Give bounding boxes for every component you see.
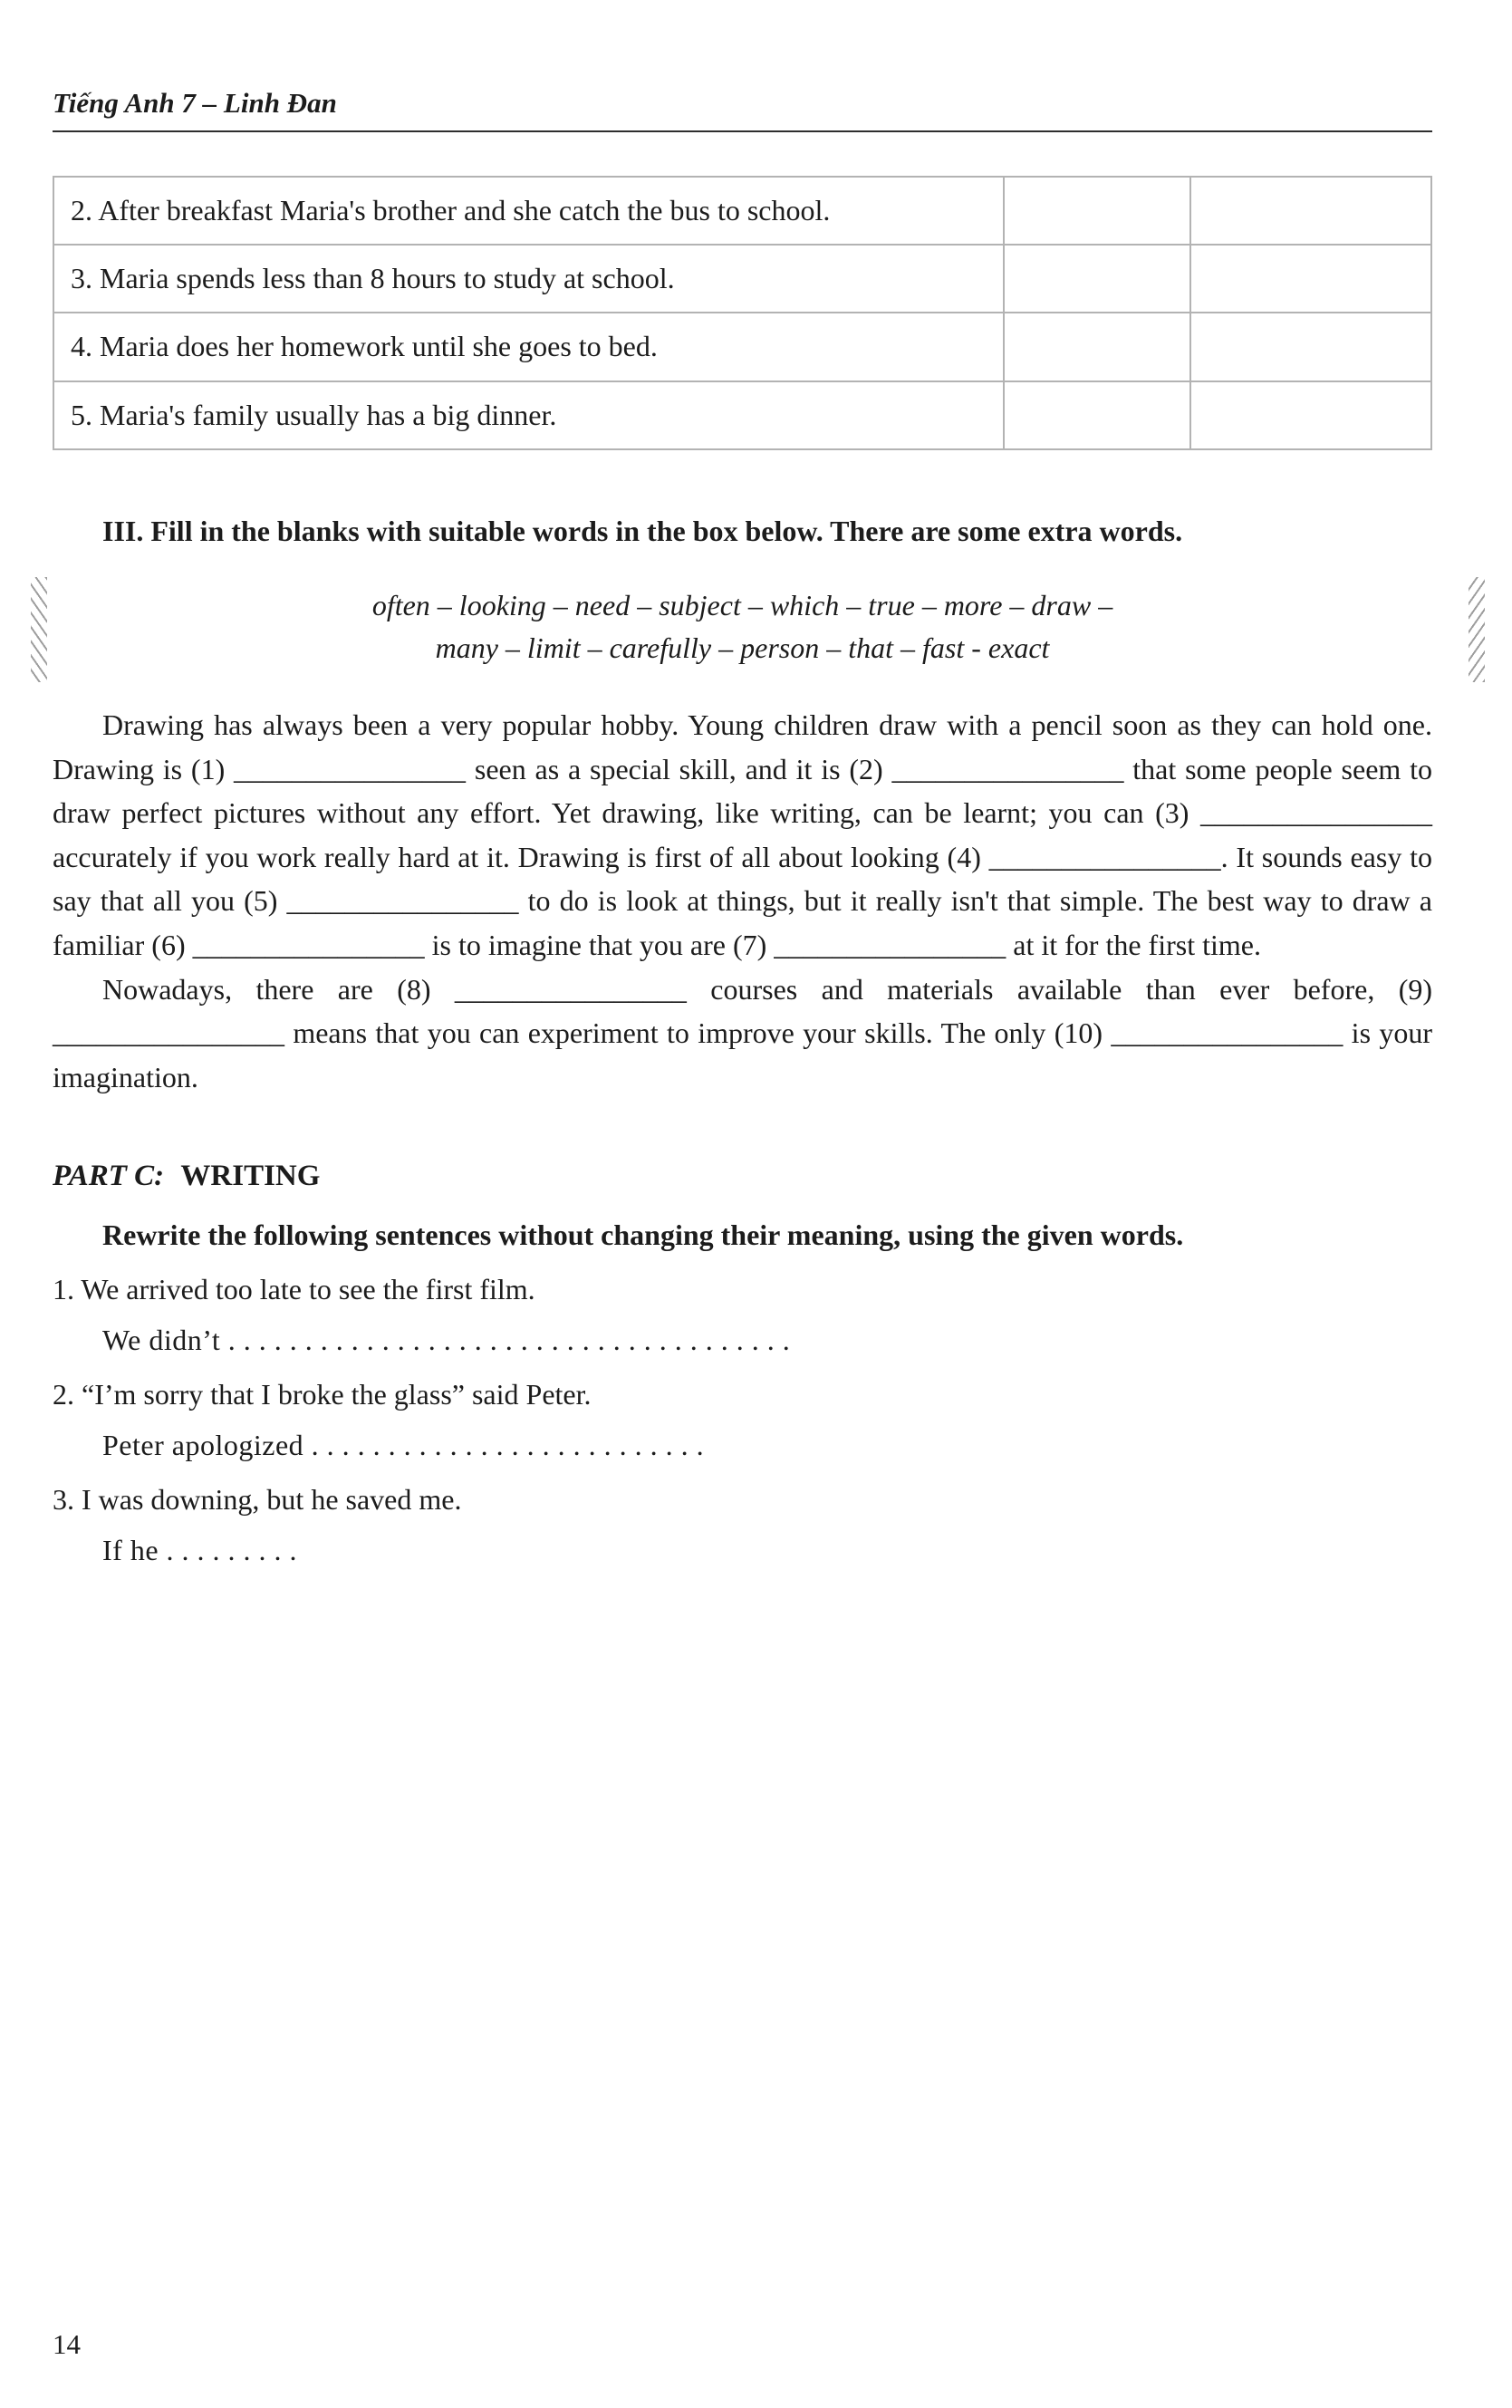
book-title: Tiếng Anh 7 – Linh Đan <box>53 87 337 119</box>
part-c-heading <box>53 1160 1432 1193</box>
rewrite-answer-line: If he . . . . . . . . . <box>102 1533 298 1566</box>
hatch-right-decoration <box>1469 577 1485 682</box>
table-row <box>53 177 1431 245</box>
answer-cell <box>1190 245 1431 313</box>
statement-cell <box>53 245 1004 313</box>
statement-text: 3. Maria spends less than 8 hours to study at school. <box>71 262 675 295</box>
answer-cell <box>1190 381 1431 449</box>
rewrite-sentence: 1. We arrived too late to see the first film. <box>53 1272 535 1305</box>
answer-cell <box>1190 177 1431 245</box>
table-row <box>53 313 1431 380</box>
word-box-line-1: often – looking – need – subject – which – true – more – draw – <box>371 589 1113 622</box>
rewrite-answer-line: Peter apologized . . . . . . . . . . . . . . . . . . . . . . . . . . <box>102 1428 705 1461</box>
answer-cell <box>1004 381 1189 449</box>
answer-cell <box>1004 177 1189 245</box>
rewrite-answer-line: We didn’t . . . . . . . . . . . . . . . . . . . . . . . . . . . . . . . . . . . . . <box>102 1323 791 1356</box>
rewrite-sentence: 2. “I’m sorry that I broke the glass” said Peter. <box>53 1377 592 1411</box>
table-row <box>53 381 1431 449</box>
true-false-table <box>53 176 1432 450</box>
rewrite-item-2 <box>53 1373 1432 1467</box>
cloze-paragraph-1: Drawing has always been a very popular hobby. Young children draw with a pencil soon as they can hold one. Drawing is (1) ________________ seen as a special skill, and it is (2) ________________ that some people seem to draw perfect pictures without any effort. Yet drawing, like writing, can be learnt; you can (3) ________________ accurately if you work really hard at it. Drawing is first of all about looking (4) ________________. It sounds easy to say that all you (5) ________________ to do is look at things, but it really isn't that simple. The best way to draw a familiar (6) ________________ is to imagine that you are (7) ________________ at it for the first time. <box>53 708 1432 962</box>
rewrite-item-3 <box>53 1478 1432 1572</box>
statement-text: 2. After breakfast Maria's brother and she catch the bus to school. <box>71 194 831 226</box>
cloze-paragraph-2: Nowadays, there are (8) ________________ courses and materials available than ever before, (9) ________________ means that you can experiment to improve your skills. The only (10) ________________ is your imagination. <box>53 972 1432 1093</box>
statement-text: 5. Maria's family usually has a big dinner. <box>71 398 557 431</box>
statement-cell <box>53 177 1004 245</box>
part-c-title: WRITING <box>180 1159 321 1192</box>
word-box <box>53 584 1432 669</box>
part-c-label: PART C: <box>53 1159 165 1192</box>
rewrite-item-1 <box>53 1267 1432 1362</box>
part-c-instruction: Rewrite the following sentences without changing their meaning, using the given words. <box>102 1218 1184 1251</box>
answer-cell <box>1004 245 1189 313</box>
page-header <box>53 87 1432 132</box>
answer-cell <box>1004 313 1189 380</box>
statement-cell <box>53 381 1004 449</box>
hatch-left-decoration <box>31 577 47 682</box>
word-box-line-2: many – limit – carefully – person – that – fast - exact <box>435 631 1050 664</box>
rewrite-sentence: 3. I was downing, but he saved me. <box>53 1482 462 1516</box>
statement-text: 4. Maria does her homework until she goes to bed. <box>71 330 658 363</box>
statement-cell <box>53 313 1004 380</box>
section-3-heading: III. Fill in the blanks with suitable words in the box below. There are some extra words. <box>102 514 1183 547</box>
table-row <box>53 245 1431 313</box>
answer-cell <box>1190 313 1431 380</box>
page-number: 14 <box>53 2328 81 2360</box>
